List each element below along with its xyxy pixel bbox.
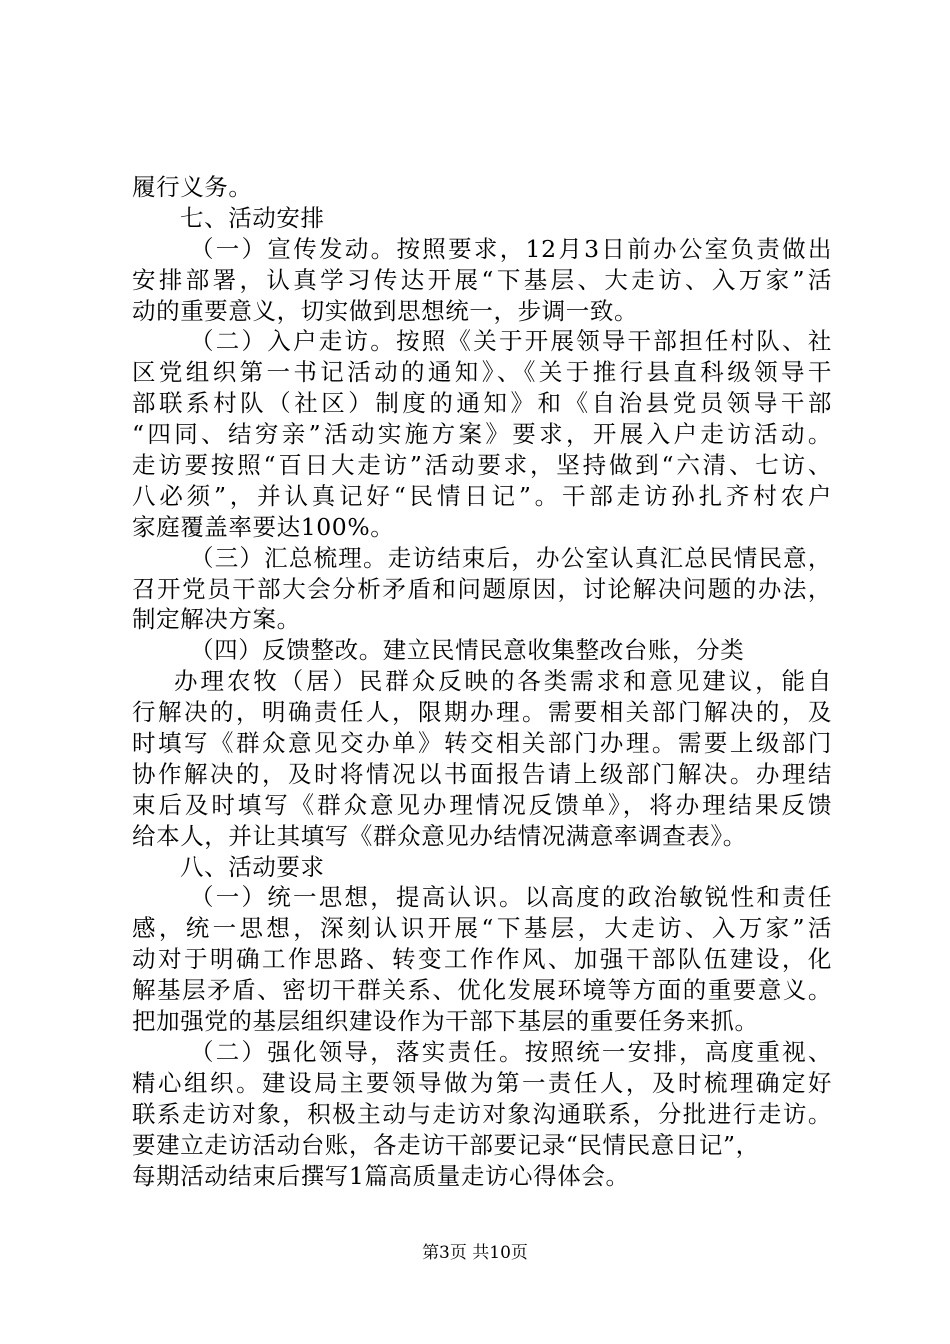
paragraph-line: 每期活动结束后撰写1篇高质量走访心得体会。	[132, 1161, 630, 1190]
paragraph-line: （一）统一思想，提高认识。以高度的政治敏锐性和责任	[190, 883, 832, 912]
paragraph-line: （二）入户走访。按照《关于开展领导干部担任村队、社	[190, 327, 832, 356]
paragraph-line: 联系走访对象，积极主动与走访对象沟通联系，分批进行走访。	[132, 1099, 832, 1128]
paragraph-line: 家庭覆盖率要达100%。	[132, 512, 395, 541]
paragraph-line: （三）汇总梳理。走访结束后，办公室认真汇总民情民意，	[190, 543, 832, 572]
paragraph-line: 给本人，并让其填写《群众意见办结情况满意率调查表》。	[132, 821, 747, 850]
paragraph-line: 召开党员干部大会分析矛盾和问题原因，讨论解决问题的办法，	[132, 574, 832, 603]
document-body	[132, 172, 832, 1191]
paragraph-line: 要建立走访活动台账，各走访干部要记录“民情民意日记”，	[132, 1130, 760, 1159]
paragraph-line: 行解决的，明确责任人，限期办理。需要相关部门解决的，及	[132, 698, 832, 727]
paragraph-line: 解基层矛盾、密切干群关系、优化发展环境等方面的重要意义。	[132, 976, 832, 1005]
paragraph-line: 动对于明确工作思路、转变工作作风、加强干部队伍建设，化	[132, 945, 832, 974]
paragraph-line: 区党组织第一书记活动的通知》、《关于推行县直科级领导干	[132, 358, 832, 387]
paragraph-line: 束后及时填写《群众意见办理情况反馈单》，将办理结果反馈	[132, 790, 832, 819]
paragraph-line: 制定解决方案。	[132, 605, 301, 634]
text-line: 履行义务。	[132, 173, 253, 201]
paragraph-line: （二）强化领导，落实责任。按照统一安排，高度重视、	[190, 1037, 832, 1066]
paragraph-line: 精心组织。建设局主要领导做为第一责任人，及时梳理确定好	[132, 1068, 832, 1097]
paragraph-line: （四）反馈整改。建立民情民意收集整改台账，分类	[190, 636, 745, 665]
paragraph-line: 协作解决的，及时将情况以书面报告请上级部门解决。办理结	[132, 759, 832, 788]
paragraph-line: 把加强党的基层组织建设作为干部下基层的重要任务来抓。	[132, 1007, 759, 1036]
paragraph-line: 办理农牧（居）民群众反映的各类需求和意见建议，能自	[174, 667, 832, 696]
paragraph-line: （一）宣传发动。按照要求，12月3日前办公室负责做出	[190, 234, 832, 263]
paragraph-line: 走访要按照“百日大走访”活动要求，坚持做到“六清、七访、	[132, 451, 832, 480]
paragraph-line: 动的重要意义，切实做到思想统一，步调一致。	[132, 296, 639, 325]
paragraph-line: “四同、结穷亲”活动实施方案》要求，开展入户走访活动。	[132, 420, 832, 449]
section-heading: 七、活动安排	[180, 203, 325, 232]
paragraph-line: 部联系村队（社区）制度的通知》和《自治县党员领导干部	[132, 389, 832, 418]
section-heading: 八、活动要求	[180, 852, 325, 881]
page-footer: 第3页 共10页	[422, 1243, 528, 1263]
paragraph-line: 八必须”，并认真记好“民情日记”。干部走访孙扎齐村农户	[132, 481, 832, 510]
paragraph-line: 感，统一思想，深刻认识开展“下基层，大走访、入万家”活	[132, 914, 832, 943]
paragraph-line: 时填写《群众意见交办单》转交相关部门办理。需要上级部门	[132, 729, 832, 758]
paragraph-line: 安排部署，认真学习传达开展“下基层、大走访、入万家”活	[132, 265, 832, 294]
